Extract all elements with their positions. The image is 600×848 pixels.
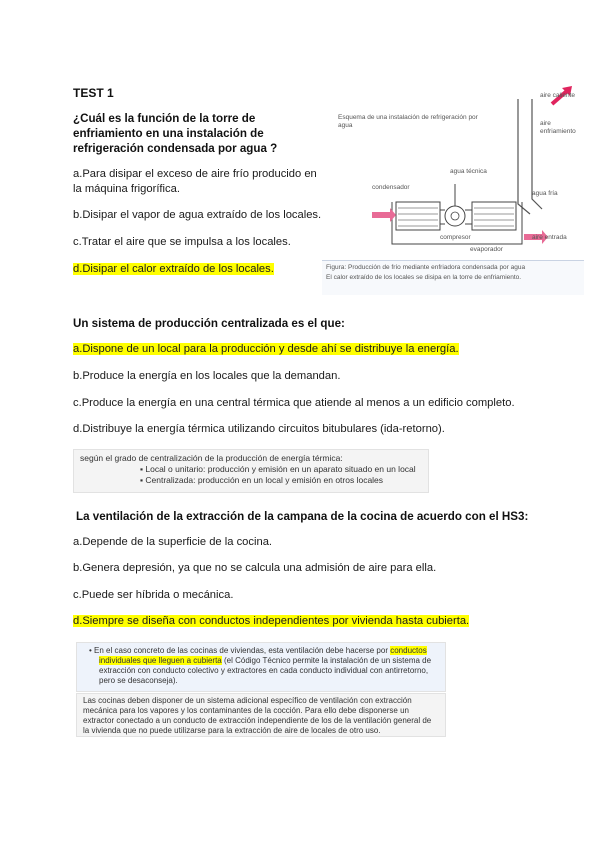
label-compresor: compresor — [440, 234, 471, 241]
centralization-excerpt — [73, 449, 429, 493]
excerpt-bullet-2: ▪ Centralizada: producción en un local y emisión en otros locales — [140, 475, 384, 485]
test-title: TEST 1 — [73, 86, 114, 100]
q1-option-d-correct: d.Disipar el calor extraído de los locales. — [73, 263, 274, 275]
bullet-icon: • — [89, 646, 95, 655]
q1-option-c: c.Tratar el aire que se impulsa a los locales. — [73, 236, 291, 248]
q1-option-b: b.Disipar el vapor de agua extraído de los locales. — [73, 209, 322, 221]
label-condensador: condensador — [372, 184, 410, 191]
q3-option-b: b.Genera depresión, ya que no se calcula una admisión de aire para ella. — [73, 562, 437, 574]
figure-caption-bottom: Figura: Producción de frío mediante enfriadora condensada por agua — [326, 264, 526, 271]
kitchen-ventilation-paragraph: Las cocinas deben disponer de un sistema adicional específico de ventilación con extracción mecánica para los vapores y los contaminantes de la cocción. Para ello debe disponerse un extractor conectado a un conducto de extracción independiente de los de la ventilación general de la vivienda que no puede utilizarse para la extracción de aire de locales de otro uso. — [76, 693, 446, 737]
label-agua-tecnica: agua técnica — [450, 168, 487, 175]
label-aire-enfriamiento: aire enfriamiento — [540, 120, 576, 135]
excerpt-bullet-text: • En el caso concreto de las cocinas de viviendas, esta ventilación debe hacerse por conductos individuales que lleguen a cubierta (el Código Técnico permite la instalación de un sistema de extracción con conducto colectivo y extractores en cada conducto individual con antirretorno, pero se desaconseja). — [89, 646, 432, 685]
label-agua-fria: agua fría — [532, 190, 558, 197]
q2-option-a-correct: a.Dispone de un local para la producción y desde ahí se distribuye la energía. — [73, 343, 459, 355]
cooling-tower-figure — [326, 84, 584, 296]
excerpt-bullet-1: ▪ Local o unitario: producción y emisión en un aparato situado en un local — [140, 464, 416, 474]
kitchen-ventilation-excerpt — [76, 642, 446, 692]
q1-option-a: a.Para disipar el exceso de aire frío producido en la máquina frigorífica. — [73, 168, 317, 195]
label-aire-entrada: aire entrada — [532, 234, 567, 241]
label-aire-caliente: aire caliente — [540, 92, 576, 99]
figure-caption-note: El calor extraído de los locales se disipa en la torre de enfriamiento. — [326, 274, 522, 281]
label-evaporador: evaporador — [470, 246, 503, 253]
compressor-icon — [445, 206, 465, 226]
question-1: ¿Cuál es la función de la torre de enfriamiento en una instalación de refrigeración condensada por agua ? — [73, 112, 278, 155]
q2-option-d: d.Distribuye la energía térmica utilizando circuitos bitubulares (ida-retorno). — [73, 423, 445, 435]
q3-option-a: a.Depende de la superficie de la cocina. — [73, 536, 273, 548]
q3-option-d-correct: d.Siempre se diseña con conductos independientes por vivienda hasta cubierta. — [73, 615, 470, 627]
excerpt-highlight: conductos individuales que lleguen a cubierta — [99, 646, 427, 665]
figure-caption-box — [322, 260, 584, 295]
figure-caption-top: Esquema de una instalación de refrigeración por agua — [338, 114, 478, 129]
bullet-icon: ▪ — [140, 464, 146, 474]
question-3: La ventilación de la extracción de la campana de la cocina de acuerdo con el HS3: — [76, 510, 529, 523]
question-2: Un sistema de producción centralizada es el que: — [73, 317, 345, 330]
q2-option-c: c.Produce la energía en una central térmica que atiende al menos a un edificio completo. — [73, 397, 515, 409]
bullet-icon: ▪ — [140, 475, 146, 485]
q2-option-b: b.Produce la energía en los locales que la demandan. — [73, 370, 341, 382]
q3-option-c: c.Puede ser híbrida o mecánica. — [73, 589, 234, 601]
excerpt-intro: según el grado de centralización de la producción de energía térmica: — [80, 453, 343, 463]
